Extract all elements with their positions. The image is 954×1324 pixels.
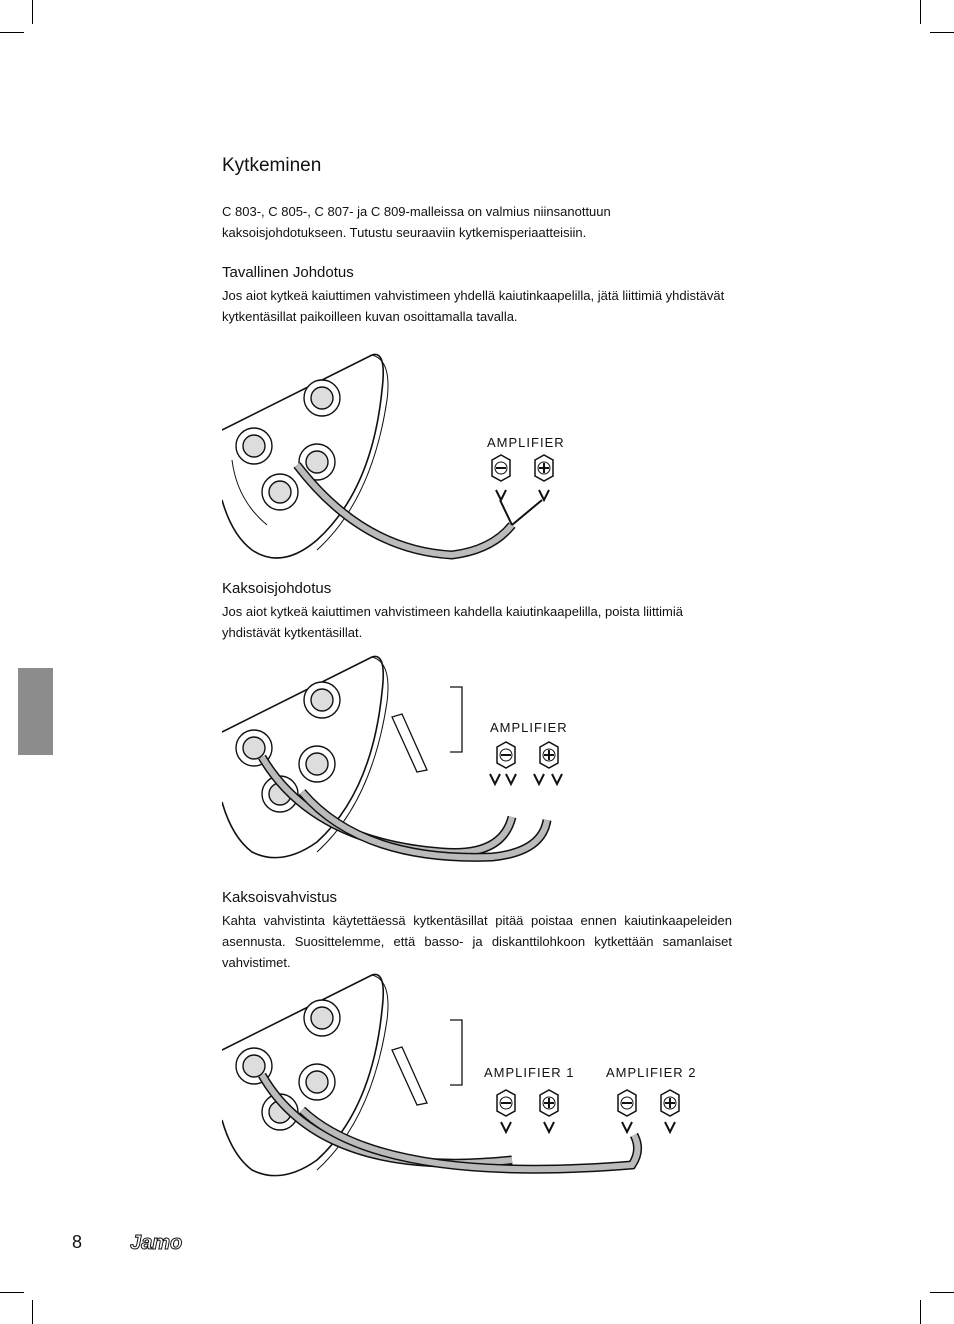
section-heading: Kaksoisvahvistus [222,889,338,906]
bi-wiring-diagram [222,652,742,867]
single-wiring-diagram [222,350,742,570]
amplifier-label: AMPLIFIER [487,435,565,450]
crop-mark [0,32,24,33]
section-tab [18,668,53,755]
crop-mark [930,32,954,33]
crop-mark [32,1300,33,1324]
section-text: Kahta vahvistinta käytettäessä kytkentäsillat pitää poistaa ennen kaiutinkaapeleiden asennusta. Suosittelemme, että basso- ja diskanttilohkoon kytkettään samanlaiset vahvistimet. [222,913,732,970]
page-title: Kytkeminen [222,155,322,176]
crop-mark [32,0,33,24]
amplifier-label: AMPLIFIER [490,720,568,735]
crop-mark [920,1300,921,1324]
section-heading: Kaksoisjohdotus [222,580,332,597]
section-text: Jos aiot kytkeä kaiuttimen vahvistimeen yhdellä kaiutinkaapelilla, jätä liittimiä yhdistävät kytkentäsillat paikoilleen kuvan osoittamalla tavalla. [222,288,725,324]
crop-mark [0,1292,24,1293]
svg-text:Jamo: Jamo [130,1233,183,1253]
amplifier-label-1: AMPLIFIER 1 [484,1065,575,1080]
amplifier-label-2: AMPLIFIER 2 [606,1065,697,1080]
intro-text: C 803-, C 805-, C 807- ja C 809-malleissa on valmius niinsanottuun kaksoisjohdotukseen. Tutustu seuraaviin kytkemisperiaatteisiin. [222,204,611,240]
section-heading: Tavallinen Johdotus [222,264,354,281]
section-text: Jos aiot kytkeä kaiuttimen vahvistimeen kahdella kaiutinkaapelilla, poista liittimiä yhdistävät kytkentäsillat. [222,604,684,640]
page-number: 8 [72,1232,83,1252]
bi-amping-diagram [222,970,742,1190]
crop-mark [920,0,921,24]
jamo-logo [130,1233,206,1253]
crop-mark [930,1292,954,1293]
